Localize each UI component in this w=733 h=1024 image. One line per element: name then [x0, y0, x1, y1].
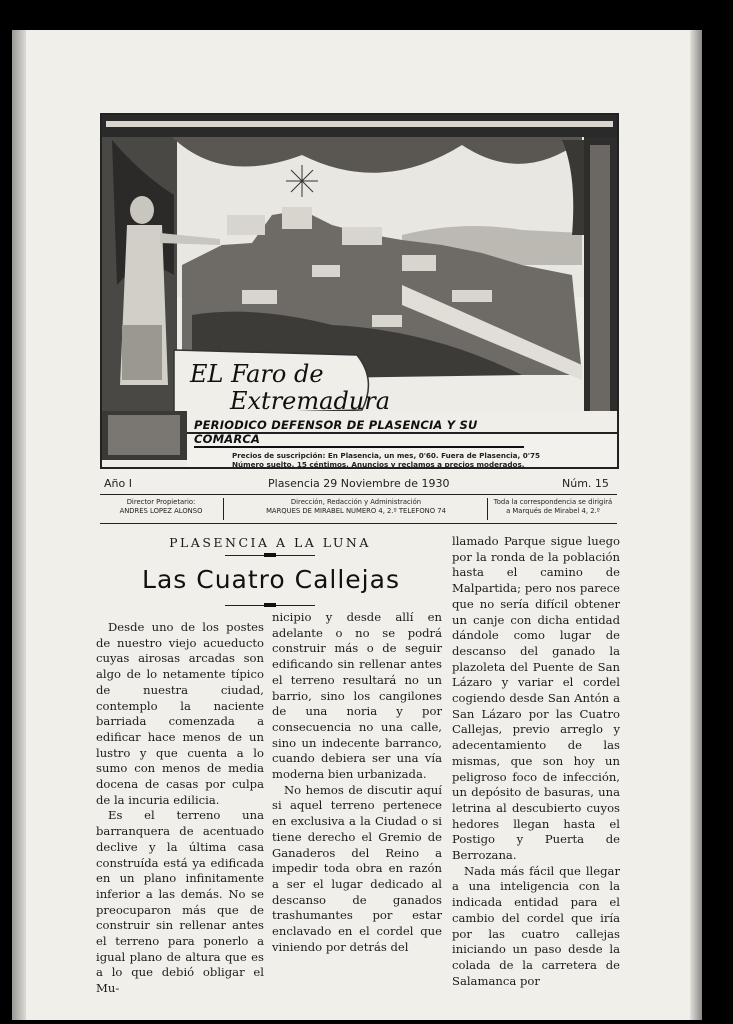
info-divider	[223, 498, 224, 520]
issue-year: Año I	[104, 477, 132, 490]
paragraph: Nada más fácil que llegar a una inteligencia con la indicada entidad para el cambio del cordel que iría por las cuatro callejas iniciando un paso desde la colada de la carretera de Salamanca por	[452, 863, 620, 988]
article-column-3	[452, 534, 620, 989]
article-column-2	[272, 610, 442, 955]
issue-number: Núm. 15	[562, 477, 609, 490]
article-column-1	[96, 620, 264, 997]
masthead-illustration	[100, 113, 619, 469]
director-label: Director Propietario:	[126, 498, 196, 506]
correspondence-block	[490, 498, 616, 516]
dateline	[100, 475, 617, 493]
admin-label: Dirección, Redacción y Administración	[290, 498, 422, 506]
page-spine	[12, 30, 26, 1020]
masthead-title-line1: EL Faro de	[190, 360, 324, 388]
paragraph: No hemos de discutir aquí si aquel terreno pertenece en exclusiva a la Ciudad o si tiene derecho el Gremio de Ganaderos del Reino a impedir toda obra en razón a ser el lugar dedicado al descanso de ganados trashumantes por estar enclavado en el cordel que viniendo por detrás del	[272, 782, 442, 954]
publisher-info-bar	[100, 494, 617, 524]
paragraph: llamado Parque sigue luego por la ronda de la población hasta el camino de Malpartida; pero nos parece que no sería difícil obtener un canje con dicha entidad dándole como lugar de descanso del ganado la plazoleta del Puente de San Lázaro y variar el cordel cogiendo desde San Antón a San Lázaro por las Cuatro Callejas, previo arreglo y adecentamiento de las mismas, que son hoy un peligroso foco de infección, un depósito de basuras, una letrina al descubierto cuyos hedores llegan hasta el Postigo y Puerta de Berrozana.	[452, 534, 620, 863]
prices-line2: Número suelto, 15 céntimos. Anuncios y reclamos a precios moderados.	[232, 460, 525, 469]
masthead-subtitle: PERIODICO DEFENSOR DE PLASENCIA Y SU COMARCA	[194, 418, 524, 448]
ornament-dot	[264, 553, 276, 557]
paragraph: nicipio y desde allí en adelante o no se podrá construir más o de seguir edificando sin rellenar antes el terreno resultará no un barrio, sino los cangilones de una noria y por consecuencia no una calle, sino un indecente barranco, cuando debiera ser una vía moderna bien urbanizada.	[272, 610, 442, 782]
admin-address: MARQUES DE MIRABEL NUMERO 4, 2.º TELEFONO 74	[266, 507, 446, 515]
director-name: ANDRES LOPEZ ALONSO	[119, 507, 203, 515]
director-block	[102, 498, 220, 516]
paragraph: Es el terreno una barranquera de acentuado declive y la última casa construída está ya edificada en un plano infinitamente inferior a las demás. No se preocuparon más que de construir sin rellenar antes el terreno para ponerlo a igual plano de altura que es a lo que debió obligar el Mu-	[96, 808, 264, 996]
article-headline: Las Cuatro Callejas	[142, 565, 400, 594]
ornament-dot	[264, 603, 276, 607]
issue-place-date: Plasencia 29 Noviembre de 1930	[268, 477, 450, 490]
administration-block	[228, 498, 484, 516]
correspondence-line1: Toda la correspondencia se dirigirá	[493, 498, 613, 506]
prices-line1: Precios de suscripción: En Plasencia, un mes, 0'60. Fuera de Plasencia, 0'75	[232, 451, 540, 460]
article-kicker: PLASENCIA A LA LUNA	[169, 535, 371, 550]
correspondence-line2: a Marqués de Mirabel 4, 2.º	[506, 507, 600, 515]
subscription-prices	[232, 451, 572, 469]
page-edge-shadow	[690, 30, 702, 1020]
info-divider	[487, 498, 488, 520]
paragraph: Desde uno de los postes de nuestro viejo acueducto cuyas airosas arcadas son algo de lo netamente típico de nuestra ciudad, contemplo la naciente barriada comenzada a edificar hace menos de un lustro y que cuenta a lo sumo con menos de media docena de casas por culpa de la incuria edilicia.	[96, 620, 264, 807]
masthead-title-line2: Extremadura	[230, 387, 391, 415]
